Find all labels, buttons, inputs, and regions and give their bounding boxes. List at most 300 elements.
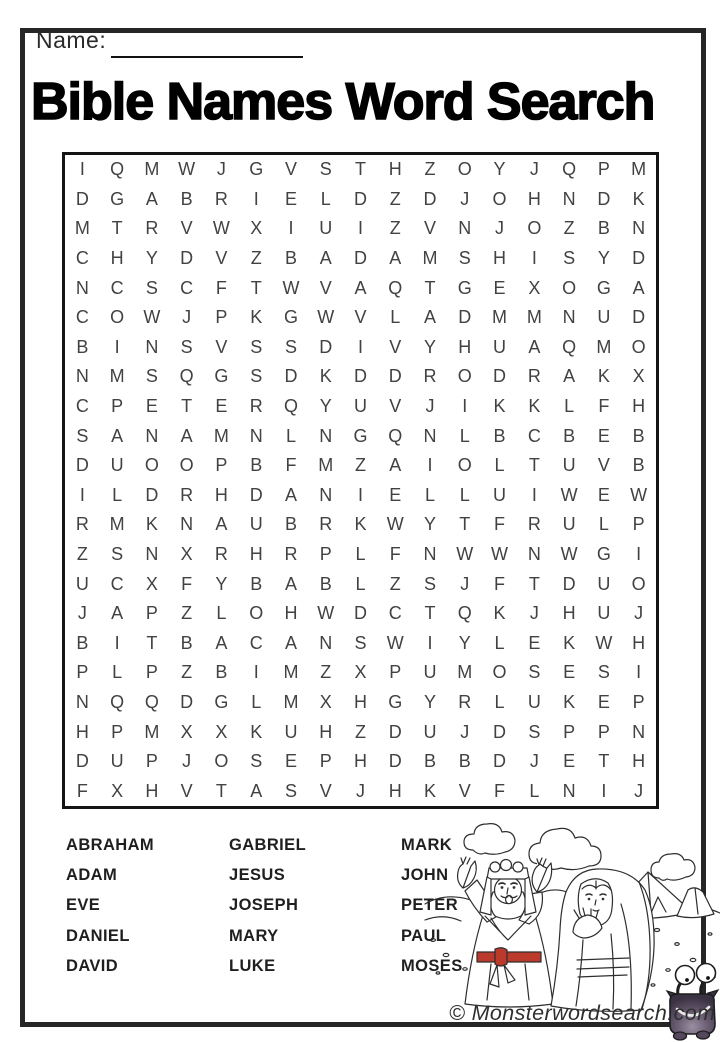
grid-letter: W bbox=[143, 307, 161, 328]
grid-letter: R bbox=[214, 543, 228, 564]
grid-letter: Q bbox=[562, 159, 577, 180]
grid-letter: O bbox=[144, 455, 159, 476]
grid-letter: A bbox=[215, 632, 228, 653]
grid-letter: H bbox=[632, 632, 646, 653]
copyright-footer: © Monsterwordsearch.com bbox=[449, 1001, 716, 1025]
grid-letter: X bbox=[632, 366, 645, 387]
grid-letter: M bbox=[74, 218, 90, 239]
man-figure bbox=[458, 857, 553, 1007]
grid-letter: Q bbox=[179, 366, 194, 387]
grid-letter: T bbox=[459, 514, 471, 535]
grid-letter: W bbox=[386, 514, 404, 535]
grid-letter: R bbox=[458, 691, 472, 712]
grid-letter: D bbox=[632, 248, 646, 269]
grid-letter: N bbox=[319, 484, 333, 505]
grid-letter: P bbox=[597, 721, 610, 742]
grid-letter: H bbox=[214, 484, 228, 505]
grid-letter: R bbox=[145, 218, 159, 239]
grid-letter: U bbox=[423, 721, 437, 742]
grid-letter: G bbox=[353, 425, 368, 446]
grid-letter: H bbox=[145, 780, 159, 801]
grid-letter: T bbox=[111, 218, 123, 239]
grid-letter: G bbox=[214, 691, 229, 712]
grid-letter: V bbox=[458, 780, 471, 801]
grid-letter: X bbox=[111, 780, 124, 801]
grid-letter: L bbox=[285, 425, 296, 446]
grid-letter: S bbox=[76, 425, 89, 446]
grid-letter: L bbox=[320, 188, 331, 209]
grid-letter: E bbox=[389, 484, 402, 505]
grid-letter: E bbox=[528, 632, 541, 653]
grid-letter: O bbox=[492, 662, 507, 683]
grid-letter: Q bbox=[388, 425, 403, 446]
grid-letter: F bbox=[181, 573, 193, 594]
grid-letter: D bbox=[353, 248, 367, 269]
grid-letter: E bbox=[563, 662, 576, 683]
grid-letter: H bbox=[388, 780, 402, 801]
grid-letter: V bbox=[424, 218, 437, 239]
grid-letter: A bbox=[111, 425, 124, 446]
grid-letter: W bbox=[560, 543, 578, 564]
grid-letter: P bbox=[111, 721, 124, 742]
grid-letter: M bbox=[318, 455, 334, 476]
grid-letter: U bbox=[423, 662, 437, 683]
grid-letter: V bbox=[180, 780, 193, 801]
grid-letter: G bbox=[249, 159, 264, 180]
grid-letter: T bbox=[528, 573, 540, 594]
grid-letter: N bbox=[145, 425, 159, 446]
grid-letter: B bbox=[76, 336, 89, 357]
grid-letter: I bbox=[253, 662, 259, 683]
grid-letter: C bbox=[110, 277, 124, 298]
grid-letter: A bbox=[145, 188, 158, 209]
grid-letter: N bbox=[562, 780, 576, 801]
grid-letter: D bbox=[353, 188, 367, 209]
grid-letter: B bbox=[250, 455, 263, 476]
word-item: DAVID bbox=[66, 957, 119, 976]
grid-letter: P bbox=[319, 543, 332, 564]
grid-letter: K bbox=[145, 514, 158, 535]
grid-letter: Y bbox=[597, 248, 610, 269]
grid-letter: D bbox=[493, 721, 507, 742]
grid-letter: Z bbox=[389, 218, 401, 239]
monster-eye bbox=[676, 966, 695, 985]
grid-letter: J bbox=[216, 159, 226, 180]
grid-letter: N bbox=[632, 218, 646, 239]
grid-letter: E bbox=[597, 691, 610, 712]
grid-letter: S bbox=[563, 248, 576, 269]
grid-letter: I bbox=[357, 484, 363, 505]
monster-foot bbox=[674, 1032, 687, 1040]
grid-letter: J bbox=[529, 159, 539, 180]
grid-letter: I bbox=[636, 543, 642, 564]
grid-letter: Y bbox=[424, 691, 437, 712]
grid-letter: S bbox=[528, 721, 541, 742]
grid-letter: W bbox=[456, 543, 474, 564]
grid-letter: V bbox=[180, 218, 193, 239]
grid-letter: O bbox=[457, 159, 472, 180]
grid-letter: S bbox=[424, 573, 437, 594]
grid-letter: U bbox=[110, 751, 124, 772]
grid-letter: P bbox=[215, 455, 228, 476]
grid-letter: C bbox=[388, 603, 402, 624]
grid-letter: N bbox=[75, 277, 89, 298]
grid-letter: P bbox=[215, 307, 228, 328]
belt bbox=[477, 952, 541, 962]
grid-letter: S bbox=[250, 336, 263, 357]
grid-letter: K bbox=[528, 396, 541, 417]
grid-letter: Z bbox=[181, 603, 193, 624]
grid-letter: R bbox=[527, 366, 541, 387]
grid-letter: D bbox=[180, 691, 194, 712]
grid-letter: R bbox=[284, 543, 298, 564]
grid-letter: F bbox=[76, 780, 88, 801]
grid-letter: L bbox=[355, 543, 366, 564]
grid-letter: A bbox=[424, 307, 437, 328]
grid-letter: B bbox=[76, 632, 89, 653]
grid-letter: Z bbox=[389, 188, 401, 209]
grid-letter: F bbox=[598, 396, 610, 417]
grid-letter: W bbox=[178, 159, 196, 180]
grid-letter: M bbox=[283, 662, 299, 683]
grid-letter: X bbox=[145, 573, 158, 594]
grid-letter: J bbox=[529, 751, 539, 772]
grid-letter: J bbox=[634, 780, 644, 801]
grid-letter: T bbox=[424, 277, 436, 298]
grid-letter: V bbox=[389, 336, 402, 357]
grid-letter: B bbox=[319, 573, 332, 594]
grid-letter: D bbox=[632, 307, 646, 328]
grid-letter: L bbox=[459, 484, 470, 505]
grid-letter: H bbox=[110, 248, 124, 269]
grid-letter: W bbox=[560, 484, 578, 505]
grid-letter: D bbox=[319, 336, 333, 357]
grid-letter: L bbox=[529, 780, 540, 801]
cloud-icon bbox=[651, 854, 695, 881]
grid-letter: N bbox=[632, 721, 646, 742]
grid-letter: P bbox=[76, 662, 89, 683]
grid-letter: P bbox=[563, 721, 576, 742]
grid-letter: V bbox=[284, 159, 297, 180]
grid-letter: W bbox=[317, 603, 335, 624]
grid-letter: N bbox=[145, 543, 159, 564]
grid-letter: H bbox=[353, 751, 367, 772]
grid-letter: Q bbox=[562, 336, 577, 357]
grid-letter: A bbox=[111, 603, 124, 624]
grid-letter: X bbox=[250, 218, 263, 239]
grid-letter: J bbox=[460, 573, 470, 594]
grid-letter: L bbox=[112, 662, 123, 683]
grid-letter: L bbox=[216, 603, 227, 624]
grid-letter: E bbox=[493, 277, 506, 298]
grid-letter: I bbox=[601, 780, 607, 801]
word-item: JOSEPH bbox=[229, 896, 299, 915]
grid-letter: T bbox=[424, 603, 436, 624]
grid-letter: Q bbox=[283, 396, 298, 417]
grid-letter: E bbox=[145, 396, 158, 417]
grid-letter: S bbox=[145, 366, 158, 387]
grid-letter: B bbox=[180, 632, 193, 653]
grid-letter: B bbox=[458, 751, 471, 772]
grid-letter: T bbox=[250, 277, 262, 298]
grid-letter: P bbox=[319, 751, 332, 772]
grid-letter: G bbox=[110, 188, 125, 209]
grid-letter: A bbox=[180, 425, 193, 446]
grid-letter: A bbox=[215, 514, 228, 535]
grid-letter: D bbox=[423, 188, 437, 209]
grid-letter: D bbox=[75, 188, 89, 209]
grid-letter: P bbox=[145, 662, 158, 683]
grid-letter: D bbox=[388, 721, 402, 742]
grid-letter: D bbox=[249, 484, 263, 505]
grid-letter: G bbox=[596, 277, 611, 298]
grid-letter: M bbox=[144, 721, 160, 742]
grid-letter: K bbox=[424, 780, 437, 801]
grid-letter: H bbox=[527, 188, 541, 209]
grid-letter: H bbox=[388, 159, 402, 180]
grid-letter: F bbox=[494, 573, 506, 594]
grid-letter: U bbox=[493, 336, 507, 357]
grid-letter: C bbox=[180, 277, 194, 298]
woman-figure bbox=[551, 869, 654, 1011]
word-item: LUKE bbox=[229, 957, 276, 976]
grid-letter: I bbox=[114, 632, 120, 653]
grid-letter: H bbox=[249, 543, 263, 564]
grid-letter: Z bbox=[563, 218, 575, 239]
grid-letter: Y bbox=[424, 336, 437, 357]
grid-letter: J bbox=[460, 721, 470, 742]
word-list bbox=[66, 830, 463, 982]
grid-letter: N bbox=[319, 425, 333, 446]
grid-letter: R bbox=[180, 484, 194, 505]
grid-letter: O bbox=[110, 307, 125, 328]
grid-letter: U bbox=[353, 396, 367, 417]
grid-letter: Z bbox=[354, 721, 366, 742]
grid-letter: N bbox=[562, 307, 576, 328]
grid-letter: N bbox=[423, 543, 437, 564]
grid-letter: U bbox=[75, 573, 89, 594]
grid-letter: H bbox=[493, 248, 507, 269]
grid-letter: S bbox=[111, 543, 124, 564]
grid-letter: D bbox=[284, 366, 298, 387]
grid-letter: Z bbox=[181, 662, 193, 683]
grid-letter: I bbox=[79, 159, 85, 180]
grid-letter: U bbox=[562, 455, 576, 476]
grid-letter: O bbox=[562, 277, 577, 298]
grid-letter: I bbox=[427, 455, 433, 476]
grid-letter: W bbox=[386, 632, 404, 653]
grid-letter: C bbox=[75, 248, 89, 269]
grid-letter: D bbox=[458, 307, 472, 328]
grid-letter: D bbox=[145, 484, 159, 505]
grid-letter: W bbox=[630, 484, 648, 505]
grid-letter: H bbox=[632, 396, 646, 417]
grid-letter: O bbox=[527, 218, 542, 239]
word-item: EVE bbox=[66, 896, 101, 915]
grid-letter: H bbox=[75, 721, 89, 742]
grid-letter: K bbox=[632, 188, 645, 209]
grid-letter: P bbox=[597, 159, 610, 180]
word-item: PETER bbox=[401, 896, 459, 915]
word-item: MOSES bbox=[401, 957, 463, 976]
grid-letter: L bbox=[598, 514, 609, 535]
grid-letter: S bbox=[145, 277, 158, 298]
grid-letter: L bbox=[112, 484, 123, 505]
grid-letter: X bbox=[319, 691, 332, 712]
grid-letter: M bbox=[283, 691, 299, 712]
grid-letter: I bbox=[531, 248, 537, 269]
word-item: ADAM bbox=[66, 866, 118, 885]
name-label: Name: bbox=[36, 27, 107, 53]
grid-letter: L bbox=[390, 307, 401, 328]
grid-letter: W bbox=[595, 632, 613, 653]
grid-letter: J bbox=[460, 188, 470, 209]
grid-letter: F bbox=[494, 780, 506, 801]
grid-letter: Y bbox=[493, 159, 506, 180]
grid-letter: B bbox=[250, 573, 263, 594]
grid-letter: G bbox=[214, 366, 229, 387]
grid-letter: D bbox=[180, 248, 194, 269]
grid-letter: R bbox=[214, 188, 228, 209]
grid-letter: M bbox=[109, 366, 125, 387]
grid-letter: I bbox=[79, 484, 85, 505]
grid-letter: O bbox=[457, 366, 472, 387]
grid-letter: S bbox=[180, 336, 193, 357]
grid-letter: F bbox=[215, 277, 227, 298]
grid-letter: G bbox=[283, 307, 298, 328]
name-fill-in-line[interactable] bbox=[111, 32, 303, 58]
grid-letter: K bbox=[493, 396, 506, 417]
grid-letter: A bbox=[354, 277, 367, 298]
grid-letter: Z bbox=[389, 573, 401, 594]
grid-letter: K bbox=[354, 514, 367, 535]
grid-letter: V bbox=[597, 455, 610, 476]
grid-letter: W bbox=[282, 277, 300, 298]
grid-letter: B bbox=[424, 751, 437, 772]
grid-letter: K bbox=[563, 691, 576, 712]
grid-letter: P bbox=[111, 396, 124, 417]
grid-letter: J bbox=[182, 307, 192, 328]
grid-letter: Q bbox=[457, 603, 472, 624]
grid-letter: V bbox=[319, 277, 332, 298]
grid-letter: T bbox=[598, 751, 610, 772]
grid-letter: I bbox=[288, 218, 294, 239]
grid-letter: N bbox=[75, 691, 89, 712]
grid-letter: W bbox=[212, 218, 230, 239]
grid-letter: E bbox=[563, 751, 576, 772]
grid-letter: B bbox=[597, 218, 610, 239]
grid-letter: J bbox=[425, 396, 435, 417]
grid-letter: R bbox=[75, 514, 89, 535]
grid-letter: K bbox=[493, 603, 506, 624]
grid-letter: V bbox=[389, 396, 402, 417]
grid-letter: U bbox=[527, 691, 541, 712]
grid-letter: A bbox=[389, 455, 402, 476]
grid-letter: O bbox=[631, 573, 646, 594]
grid-letter: N bbox=[180, 514, 194, 535]
grid-letter: J bbox=[634, 603, 644, 624]
grid-letter: O bbox=[214, 751, 229, 772]
grid-letter: U bbox=[319, 218, 333, 239]
grid-letter: D bbox=[388, 751, 402, 772]
grid-letter: X bbox=[354, 662, 367, 683]
grid-letter: R bbox=[423, 366, 437, 387]
grid-letter: L bbox=[251, 691, 262, 712]
grid-letter: A bbox=[250, 780, 263, 801]
grid-letter: L bbox=[459, 425, 470, 446]
grid-letter: N bbox=[249, 425, 263, 446]
grid-letter: Y bbox=[215, 573, 228, 594]
grid-letter: D bbox=[353, 366, 367, 387]
grid-letter: C bbox=[527, 425, 541, 446]
grid-letter: V bbox=[319, 780, 332, 801]
word-search-grid bbox=[62, 152, 659, 809]
grid-letter: H bbox=[632, 751, 646, 772]
grid-letter: V bbox=[215, 248, 228, 269]
grid-letter: E bbox=[284, 751, 297, 772]
grid-letter: Z bbox=[320, 662, 332, 683]
grid-letter: D bbox=[493, 366, 507, 387]
grid-letter: U bbox=[562, 514, 576, 535]
grid-letter: S bbox=[528, 662, 541, 683]
grid-letter: M bbox=[213, 425, 229, 446]
grid-letter: S bbox=[250, 751, 263, 772]
grid-letter: I bbox=[636, 662, 642, 683]
cloud-icon bbox=[464, 824, 515, 855]
grid-letter: C bbox=[75, 307, 89, 328]
grid-letter: P bbox=[632, 691, 645, 712]
grid-letter: Z bbox=[424, 159, 436, 180]
grid-letter: L bbox=[564, 396, 575, 417]
grid-letter: W bbox=[317, 307, 335, 328]
grid-letter: J bbox=[529, 603, 539, 624]
grid-letter: O bbox=[457, 455, 472, 476]
grid-letter: A bbox=[563, 366, 576, 387]
grid-letter: H bbox=[458, 336, 472, 357]
grid-letter: W bbox=[491, 543, 509, 564]
grid-letter: Q bbox=[110, 159, 125, 180]
grid-letter: D bbox=[562, 573, 576, 594]
word-item: DANIEL bbox=[66, 926, 130, 945]
hills-line bbox=[425, 917, 461, 921]
grid-letter: I bbox=[357, 218, 363, 239]
grid-letter: I bbox=[531, 484, 537, 505]
grid-letter: Z bbox=[354, 455, 366, 476]
grid-letter: L bbox=[494, 455, 505, 476]
grid-letter: Q bbox=[144, 691, 159, 712]
grid-letter: U bbox=[597, 307, 611, 328]
grid-letter: C bbox=[75, 396, 89, 417]
grid-letter: D bbox=[493, 751, 507, 772]
grid-letter: O bbox=[492, 188, 507, 209]
grid-letter: A bbox=[319, 248, 332, 269]
grid-letter: C bbox=[249, 632, 263, 653]
grid-letter: I bbox=[357, 336, 363, 357]
grid-letter: K bbox=[563, 632, 576, 653]
grid-letter: S bbox=[284, 780, 297, 801]
grid-letter: G bbox=[388, 691, 403, 712]
grid-letter: U bbox=[110, 455, 124, 476]
grid-letter: L bbox=[355, 573, 366, 594]
grid-letter: P bbox=[389, 662, 402, 683]
grid-letter: E bbox=[597, 425, 610, 446]
grid-letter: Y bbox=[319, 396, 332, 417]
grid-letter: B bbox=[632, 425, 645, 446]
grid-letter: P bbox=[145, 751, 158, 772]
grid-letter: A bbox=[284, 632, 297, 653]
grid-letter: V bbox=[215, 336, 228, 357]
grid-letter: M bbox=[526, 307, 542, 328]
